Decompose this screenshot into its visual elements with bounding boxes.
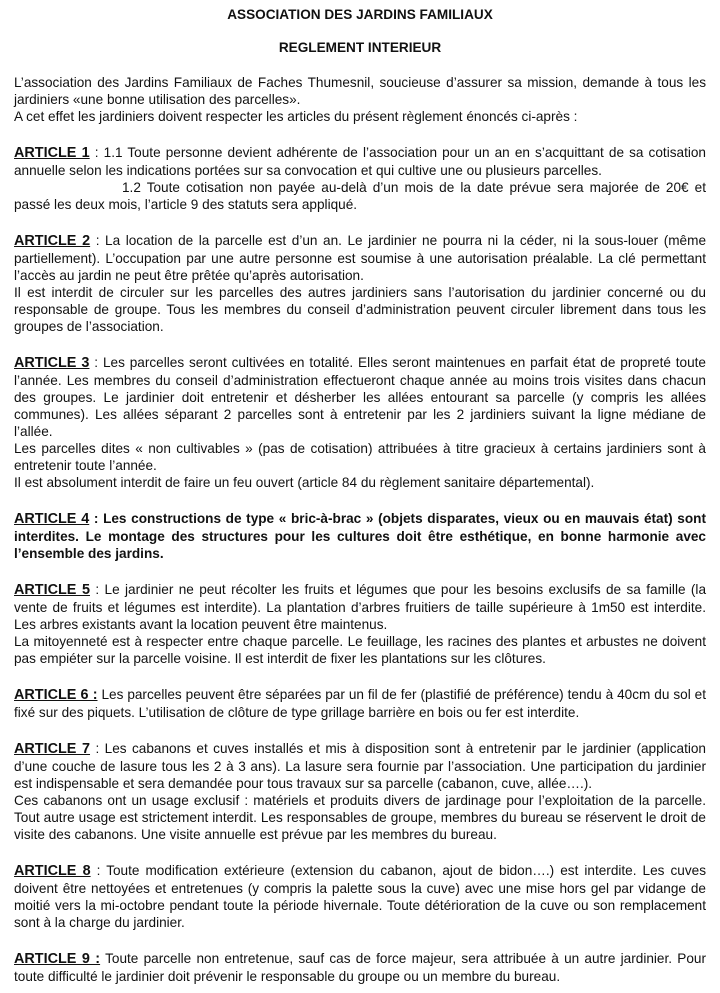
article-label: ARTICLE 5 [14, 582, 90, 598]
article-text: Toute modification extérieure (extension du cabanon, ajout de bidon….) est interdite. Les cuves doivent être nettoyées et entretenues (y compris la palette sous la cuve) avec une mise hors gel par vidange de moitié vers la mi-octobre pendant toute la période hivernale. Toute détérioration de la cuve ou son remplacement sont à la charge du jardinier. [14, 863, 706, 930]
article-text: Le jardinier ne peut récolter les fruits et légumes que pour les besoins exclusifs de sa famille (la vente de fruits et légumes est interdite). La plantation d’arbres fruitiers de taille supérieure à 1m50 est interdite. Les arbres existants avant la location peuvent être maintenus. [14, 582, 707, 632]
article-9 [14, 950, 706, 985]
article-text: Ces cabanons ont un usage exclusif : matériels et produits divers de jardinage pour l’exploitation de la parcelle. Tout autre usage est strictement interdit. Les responsables de groupe, membres du bureau se réservent le droit de visite des cabanons. Une visite annuelle est prévue par les membres du bureau. [14, 793, 706, 842]
document-title: ASSOCIATION DES JARDINS FAMILIAUX [227, 7, 493, 22]
article-5 [14, 581, 706, 667]
article-3 [14, 354, 706, 491]
article-text: Il est absolument interdit de faire un feu ouvert (article 84 du règlement sanitaire départemental). [14, 475, 595, 490]
article-label: ARTICLE 3 [14, 355, 90, 371]
article-7 [14, 740, 706, 843]
article-text: La location de la parcelle est d’un an. Le jardinier ne pourra ni la céder, ni la sous-louer (même partiellement). L’occupation par une autre personne est soumise à une autorisation préalable. La clé permettant l’accès au jardin ne peut être prêtée qu’après autorisation. [14, 233, 706, 283]
document-page [14, 6, 706, 985]
article-text: Les parcelles seront cultivées en totalité. Elles seront maintenues en parfait état de propreté toute l’année. Les membres du conseil d’administration effectueront chaque année au moins trois visites dans chacun des groupes. Le jardinier doit entretenir et désherber les allées entourant sa parcelle (y compris les allées communes). Les allées séparant 2 parcelles sont à entretenir par les 2 jardiniers suivant la ligne médiane de l’allée. [14, 355, 706, 439]
article-text: La mitoyenneté est à respecter entre chaque parcelle. Le feuillage, les racines des plantes et arbustes ne doivent pas empiéter sur la parcelle voisine. Il est interdit de fixer les plantations sur les clôtures. [14, 634, 706, 666]
article-label: ARTICLE 8 [14, 863, 91, 879]
article-separator: : [90, 741, 105, 756]
article-label: ARTICLE 1 [14, 145, 90, 161]
article-2 [14, 232, 706, 335]
intro-paragraph: A cet effet les jardiniers doivent respecter les articles du présent règlement énoncés ci-après : [14, 109, 578, 124]
article-separator: : [89, 355, 103, 370]
intro-section [14, 74, 706, 125]
article-label: ARTICLE 2 [14, 233, 91, 249]
article-text: Les parcelles peuvent être séparées par un fil de fer (plastifié de préférence) tendu à 40cm du sol et fixé sur des piquets. L’utilisation de clôture de type grillage barrière en bois ou fer est interdite. [14, 687, 707, 720]
article-separator: : [90, 233, 106, 248]
article-label: ARTICLE 7 [14, 741, 91, 757]
article-4 [14, 510, 706, 562]
article-text: 1.2 Toute cotisation non payée au-delà d’un mois de la date prévue sera majorée de 20€ et passé les deux mois, l’article 9 des statuts sera appliqué. [14, 180, 706, 212]
article-1 [14, 144, 706, 213]
article-label: ARTICLE 9 : [14, 951, 101, 967]
article-text: 1.1 Toute personne devient adhérente de l’association pour un an en s’acquittant de sa cotisation annuelle selon les indications portées sur sa convocation et qui cultive une ou plusieurs parcelles. [14, 145, 706, 178]
article-text: Toute parcelle non entretenue, sauf cas de force majeur, sera attribuée à un autre jardinier. Pour toute difficulté le jardinier doit prévenir le responsable du groupe ou un membre du bureau. [14, 951, 707, 984]
article-text: Les parcelles dites « non cultivables » (pas de cotisation) attribuées à titre gracieux à certains jardiniers sont à entretenir toute l’année. [14, 441, 706, 473]
article-8 [14, 862, 706, 931]
article-separator: : [90, 863, 107, 878]
article-6 [14, 686, 706, 721]
article-text: Il est interdit de circuler sur les parcelles des autres jardiniers sans l’autorisation du jardinier concerné ou du responsable de groupe. Tous les membres du conseil d’administration peuvent circuler librement dans tous les groupes de l’association. [14, 285, 706, 334]
document-subtitle: REGLEMENT INTERIEUR [278, 40, 442, 55]
article-label: ARTICLE 4 [14, 511, 90, 527]
intro-paragraph: L’association des Jardins Familiaux de Faches Thumesnil, soucieuse d’assurer sa mission, demande à tous les jardiniers «une bonne utilisation des parcelles». [14, 75, 706, 107]
article-text: Les constructions de type « bric-à-brac » (objets disparates, vieux ou en mauvais état) sont interdites. Le montage des structures pour les cultures doit être esthétique, en bonne harmonie avec l’ensemble des jardins. [14, 511, 706, 561]
article-separator: : [89, 145, 104, 160]
article-separator: : [89, 582, 105, 597]
article-label: ARTICLE 6 : [14, 687, 98, 703]
article-separator: : [89, 511, 104, 526]
article-text: Les cabanons et cuves installés et mis à disposition sont à entretenir par le jardinier (application d’une couche de lasure tous les 2 à 3 ans). La lasure sera fournie par l’association. Une participation du jardinier est indispensable et sera demandée pour tous travaux sur sa parcelle (cabanon, cuve, allée….). [14, 741, 706, 791]
